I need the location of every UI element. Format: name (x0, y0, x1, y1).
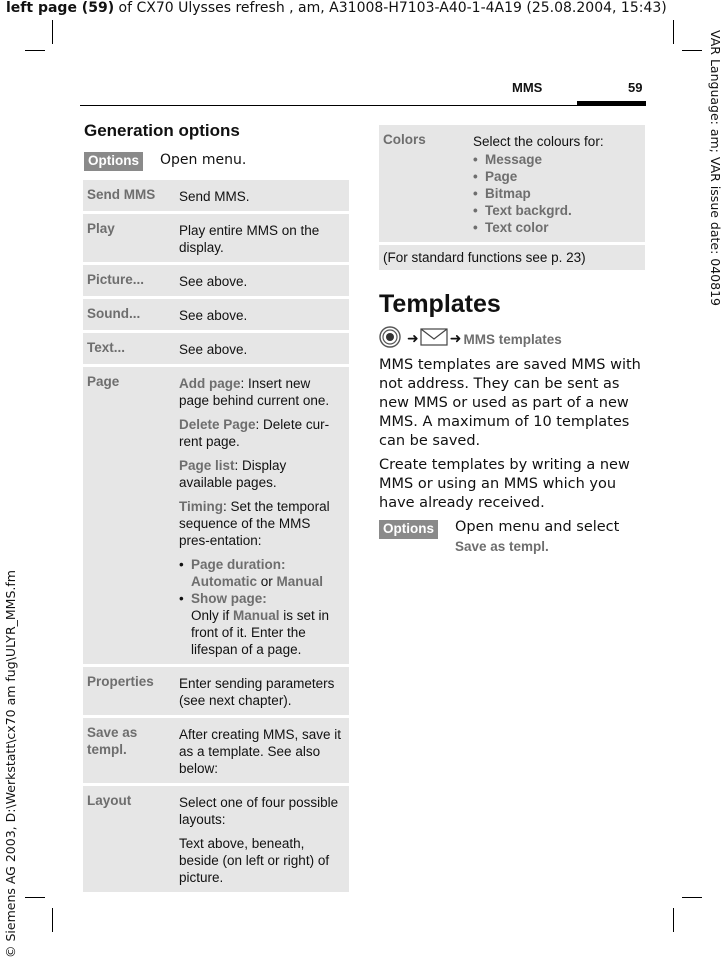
header-rule (80, 105, 646, 106)
crop-mark (52, 908, 53, 932)
table-row (83, 214, 349, 265)
option-key: Properties (83, 667, 173, 718)
timing-text: : Set the temporal sequence of the MMS pres-entation: (179, 499, 330, 548)
option-value: After creating MMS, save it as a template. See also below: (173, 718, 349, 786)
section-title: Generation options (84, 121, 240, 140)
option-value: See above. (173, 265, 349, 299)
delete-page-entry (179, 416, 343, 450)
header-rest: of CX70 Ulysses refresh , am, A31008-H7103-A40-1-4A19 (25.08.2004, 15:43) (114, 0, 667, 16)
options-softkey[interactable]: Options (84, 152, 143, 171)
manual-term: Manual (276, 574, 324, 589)
options-softkey[interactable]: Options (379, 520, 438, 539)
table-row (83, 299, 349, 333)
arrow-right-icon: ➜ (407, 331, 419, 347)
crop-mark (25, 50, 45, 51)
option-value: See above. (173, 299, 349, 333)
crop-mark (682, 50, 702, 51)
page-list-text: : Display available pages. (179, 458, 287, 490)
option-value: Play entire MMS on the display. (173, 214, 349, 265)
page-section: MMS (512, 80, 543, 95)
header-bold: left page (59) (6, 0, 115, 16)
option-key: Send MMS (83, 180, 173, 214)
manual-term: Manual (233, 608, 280, 623)
option-key: Page (83, 367, 173, 667)
colors-list (473, 151, 639, 236)
arrow-right-icon: ➜ (449, 331, 462, 347)
show-page-term: Show page: (191, 591, 267, 606)
colors-intro: Select the colours for: (473, 134, 604, 149)
table-row (83, 180, 349, 214)
option-key: Picture... (83, 265, 173, 299)
option-key: Text... (83, 333, 173, 367)
table-row (379, 125, 645, 245)
page-list-term: Page list (179, 458, 235, 473)
header-rule-accent (577, 101, 646, 105)
document-header (6, 0, 667, 16)
option-value (173, 367, 349, 667)
list-item (191, 590, 343, 658)
menu-item-label: MMS templates (463, 331, 562, 347)
table-row (83, 265, 349, 299)
table-row (83, 718, 349, 786)
table-row (83, 367, 349, 667)
option-key: Play (83, 214, 173, 265)
show-page-pre: Only if (191, 608, 234, 623)
side-text-left: © Siemens AG 2003, D:\Werkstatt\cx70 am fug\ULYR_MMS.fm (3, 570, 18, 958)
option-key: Layout (83, 786, 173, 892)
options-description (455, 518, 619, 556)
option-value: Enter sending parameters (see next chapter). (173, 667, 349, 718)
save-as-template-term: Save as templ. (455, 539, 549, 554)
table-row (83, 667, 349, 718)
side-text-right: VAR Language: am; VAR issue date: 040819 (708, 30, 723, 306)
list-item: • Page (485, 168, 639, 185)
option-value: See above. (173, 333, 349, 367)
delete-page-text: : Delete cur-rent page. (179, 417, 330, 449)
add-page-term: Add page (179, 376, 241, 391)
options-row (84, 152, 247, 171)
crop-mark (673, 908, 674, 932)
options-description: Open menu. (160, 152, 247, 168)
option-value (173, 786, 349, 892)
list-item: • Bitmap (485, 185, 639, 202)
option-key: Sound... (83, 299, 173, 333)
option-value: Send MMS. (173, 180, 349, 214)
list-item: • Text color (485, 219, 639, 236)
generation-table (83, 180, 349, 892)
layout-text: Select one of four possible layouts: (179, 795, 339, 827)
list-item (191, 556, 343, 590)
option-value (467, 125, 645, 245)
option-key: Save as templ. (83, 718, 173, 786)
options-desc-text: Open menu and select (455, 519, 620, 535)
delete-page-term: Delete Page (179, 417, 256, 432)
page-duration-term: Page duration: (191, 557, 286, 572)
show-page-post: is set in front of it. Enter the lifespan of a page. (191, 608, 330, 657)
colors-footer: (For standard functions see p. 23) (379, 245, 645, 270)
list-item: • Message (485, 151, 639, 168)
automatic-term: Automatic (191, 574, 258, 589)
control-key-icon (379, 326, 401, 352)
templates-paragraph: MMS templates are saved MMS with not address. They can be sent as new MMS or used as part of a new MMS. A maximum of 10 templates can be saved. (379, 357, 641, 449)
table-row (379, 245, 645, 270)
or-text: or (257, 574, 277, 589)
list-item: • Text backgrd. (485, 202, 639, 219)
add-page-entry (179, 375, 343, 409)
crop-mark (673, 20, 674, 44)
options-row (379, 518, 645, 558)
timing-term: Timing (179, 499, 224, 514)
page-list-entry (179, 457, 343, 491)
crop-mark (25, 897, 45, 898)
layout-text-2: Text above, beneath, beside (on left or right) of picture. (179, 836, 330, 885)
table-row (83, 333, 349, 367)
timing-list (179, 556, 343, 658)
crop-mark (52, 20, 53, 44)
colors-table (379, 125, 645, 270)
crop-mark (682, 897, 702, 898)
menu-path (379, 328, 562, 350)
templates-paragraph: Create templates by writing a new MMS or using an MMS which you have already received. (379, 457, 630, 511)
table-row (83, 786, 349, 892)
add-page-text: : Insert new page behind current one. (179, 376, 330, 408)
templates-title: Templates (379, 290, 501, 318)
option-key: Colors (379, 125, 467, 245)
timing-entry (179, 498, 343, 549)
envelope-icon (420, 327, 448, 351)
page-number: 59 (628, 80, 643, 95)
